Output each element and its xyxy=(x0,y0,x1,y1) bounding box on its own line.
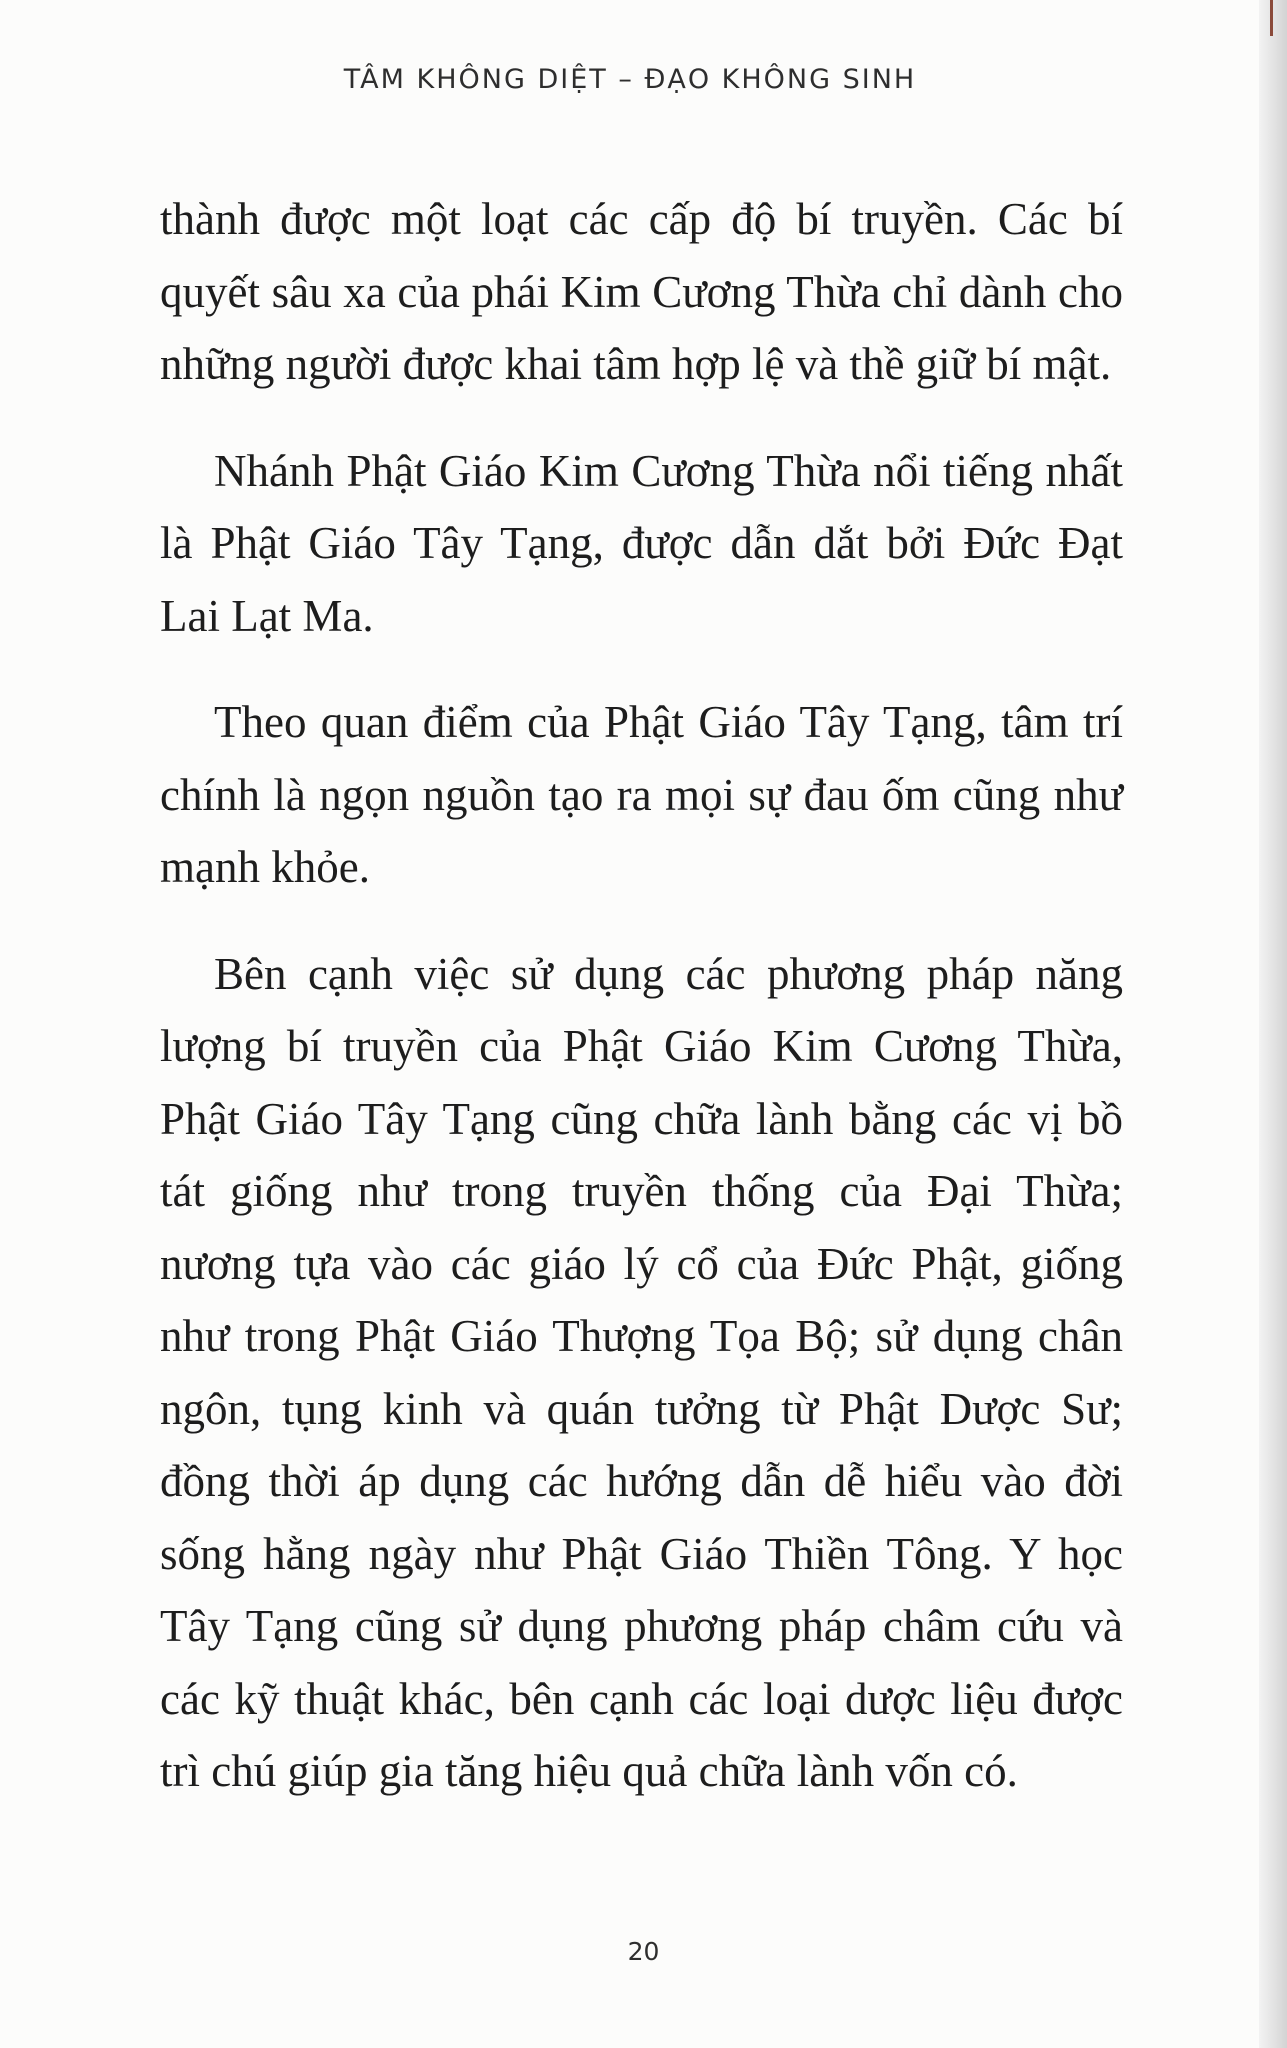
running-header: TÂM KHÔNG DIỆT – ĐẠO KHÔNG SINH xyxy=(343,64,917,95)
page-edge-shadow xyxy=(1259,0,1287,2048)
body-text xyxy=(160,183,1123,1842)
paragraph: Bên cạnh việc sử dụng các phương pháp năng lượng bí truyền của Phật Giáo Kim Cương Thừa, Phật Giáo Tây Tạng cũng chữa lành bằng các vị bồ tát giống như trong truyền thống của Đại Thừa; nương tựa vào các giáo lý cổ của Đức Phật, giống như trong Phật Giáo Thượng Tọa Bộ; sử dụng chân ngôn, tụng kinh và quán tưởng từ Phật Dược Sư; đồng thời áp dụng các hướng dẫn dễ hiểu vào đời sống hằng ngày như Phật Giáo Thiền Tông. Y học Tây Tạng cũng sử dụng phương pháp châm cứu và các kỹ thuật khác, bên cạnh các loại dược liệu được trì chú giúp gia tăng hiệu quả chữa lành vốn có. xyxy=(160,948,1123,1796)
edge-mark xyxy=(1270,0,1273,36)
paragraph: Theo quan điểm của Phật Giáo Tây Tạng, tâm trí chính là ngọn nguồn tạo ra mọi sự đau ốm cũng như mạnh khỏe. xyxy=(160,697,1123,892)
page-number: 20 xyxy=(627,1937,660,1966)
paragraph: Nhánh Phật Giáo Kim Cương Thừa nổi tiếng nhất là Phật Giáo Tây Tạng, được dẫn dắt bởi Đức Đạt Lai Lạt Ma. xyxy=(160,445,1123,641)
paragraph-continuation: thành được một loạt các cấp độ bí truyền. Các bí quyết sâu xa của phái Kim Cương Thừa chỉ dành cho những người được khai tâm hợp lệ và thề giữ bí mật. xyxy=(160,194,1123,389)
